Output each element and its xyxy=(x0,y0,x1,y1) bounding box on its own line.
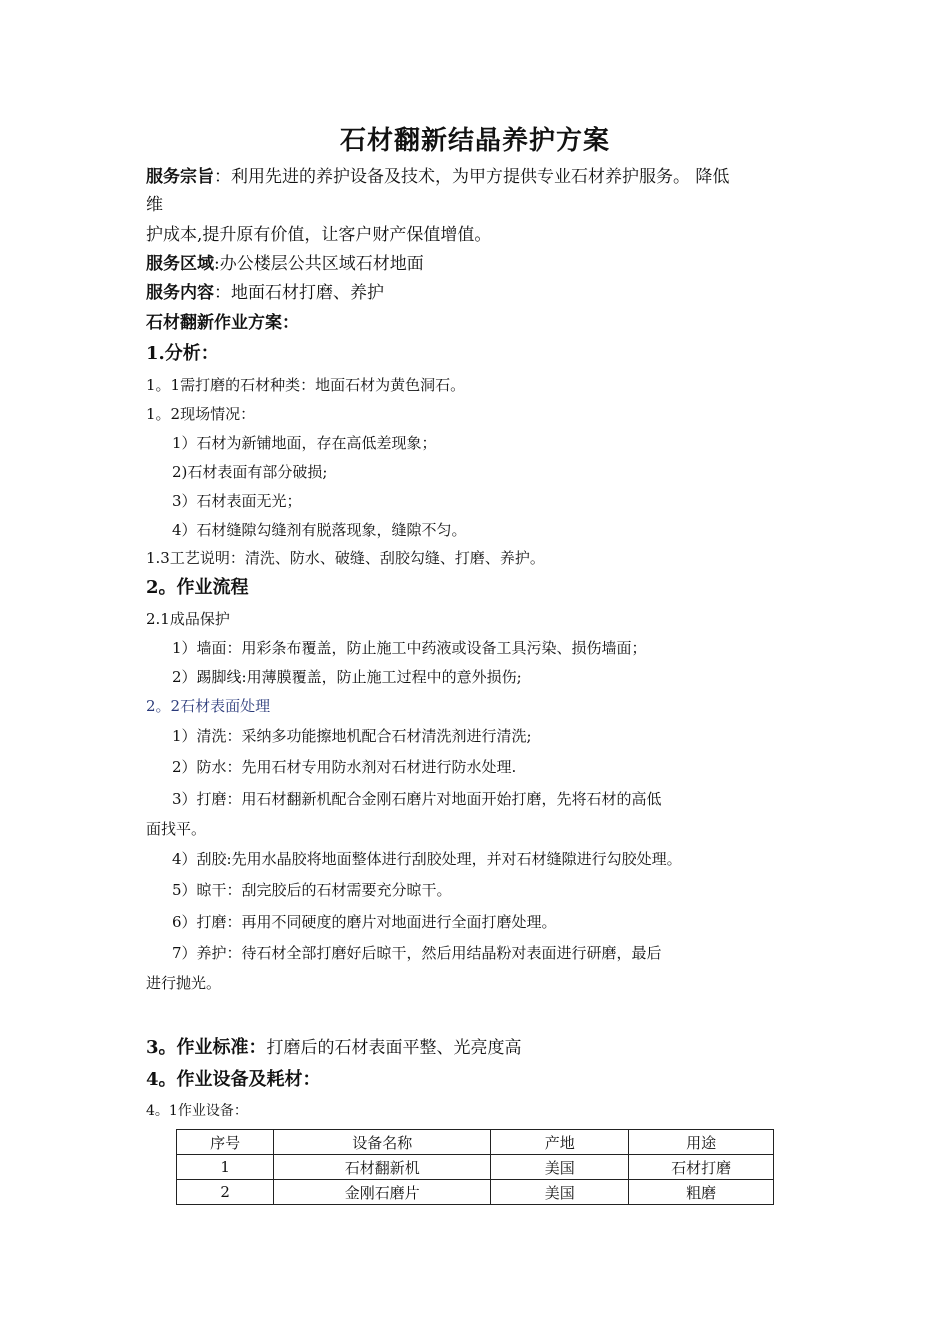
step-item: 1）清洗：采纳多功能擦地机配合石材清洗剂进行清洗; xyxy=(172,727,532,745)
step-item-continuation: 进行抛光。 xyxy=(146,974,222,992)
content-label: 服务内容 xyxy=(146,283,214,303)
step-item: 7）养护：待石材全部打磨好后晾干，然后用结晶粉对表面进行研磨，最后 xyxy=(172,944,662,962)
table-header-cell: 产地 xyxy=(491,1130,629,1155)
step-item: 4）刮胶:先用水晶胶将地面整体进行刮胶处理，并对石材缝隙进行勾胶处理。 xyxy=(172,850,682,868)
section3-text: 打磨后的石材表面平整、光亮度高 xyxy=(266,1038,522,1058)
condition-item: 4）石材缝隙勾缝剂有脱落现象，缝隙不匀。 xyxy=(172,521,467,539)
condition-item: 3）石材表面无光； xyxy=(172,492,302,510)
table-cell: 粗磨 xyxy=(629,1180,774,1205)
step-item: 5）晾干：刮完胶后的石材需要充分晾干。 xyxy=(172,881,452,899)
table-cell: 1 xyxy=(177,1155,274,1180)
table-cell: 2 xyxy=(177,1180,274,1205)
step-item-continuation: 面找平。 xyxy=(146,820,207,838)
section1-heading: 1.分析： xyxy=(146,343,219,364)
table-header-cell: 设备名称 xyxy=(274,1130,491,1155)
section2-heading: 2。作业流程 xyxy=(146,577,249,598)
purpose-label: 服务宗旨 xyxy=(146,167,214,187)
protect-item: 2）踢脚线:用薄膜覆盖，防止施工过程中的意外损伤; xyxy=(172,668,522,686)
content-line xyxy=(146,282,384,304)
purpose-wrap: 维 xyxy=(146,195,163,215)
section3-heading: 3。作业标准： xyxy=(146,1037,267,1058)
table-header-cell: 序号 xyxy=(177,1130,274,1155)
table-header-row xyxy=(177,1130,774,1155)
table-cell: 美国 xyxy=(491,1155,629,1180)
item-1-3: 1.3工艺说明：清洗、防水、破缝、刮胶勾缝、打磨、养护。 xyxy=(146,549,545,567)
purpose-line xyxy=(146,166,729,188)
item-1-2: 1。2现场情况： xyxy=(146,405,256,423)
section3-line xyxy=(146,1037,522,1059)
equipment-table xyxy=(176,1129,774,1205)
condition-item: 2)石材表面有部分破损; xyxy=(172,463,328,481)
condition-item: 1）石材为新铺地面，存在高低差现象； xyxy=(172,434,437,452)
table-cell: 金刚石磨片 xyxy=(274,1180,491,1205)
content-text: ：地面石材打磨、养护 xyxy=(214,283,384,303)
table-cell: 石材翻新机 xyxy=(274,1155,491,1180)
table-cell: 石材打磨 xyxy=(629,1155,774,1180)
table-cell: 美国 xyxy=(491,1180,629,1205)
item-4-1: 4。1作业设备： xyxy=(146,1103,248,1119)
item-1-1: 1。1需打磨的石材种类：地面石材为黄色洞石。 xyxy=(146,376,466,394)
area-line xyxy=(146,253,424,275)
area-label: 服务区域 xyxy=(146,254,214,274)
step-item: 3）打磨：用石材翻新机配合金刚石磨片对地面开始打磨，先将石材的高低 xyxy=(172,790,662,808)
item-2-2: 2。2石材表面处理 xyxy=(146,697,271,715)
table-row xyxy=(177,1155,774,1180)
purpose-continuation: 护成本,提升原有价值，让客户财产保值增值。 xyxy=(146,225,492,245)
plan-heading: 石材翻新作业方案： xyxy=(146,313,299,333)
table-row xyxy=(177,1180,774,1205)
step-item: 6）打磨：再用不同硬度的磨片对地面进行全面打磨处理。 xyxy=(172,913,557,931)
page-title: 石材翻新结晶养护方案 xyxy=(339,126,610,156)
area-text: :办公楼层公共区域石材地面 xyxy=(214,254,424,274)
table-header-cell: 用途 xyxy=(629,1130,774,1155)
item-2-1: 2.1成品保护 xyxy=(146,610,230,628)
purpose-text: ：利用先进的养护设备及技术，为甲方提供专业石材养护服务。 降低 xyxy=(214,167,730,187)
section4-heading: 4。作业设备及耗材： xyxy=(146,1069,321,1090)
protect-item: 1）墙面：用彩条布覆盖，防止施工中药液或设备工具污染、损伤墙面； xyxy=(172,639,647,657)
step-item: 2）防水：先用石材专用防水剂对石材进行防水处理. xyxy=(172,758,517,776)
